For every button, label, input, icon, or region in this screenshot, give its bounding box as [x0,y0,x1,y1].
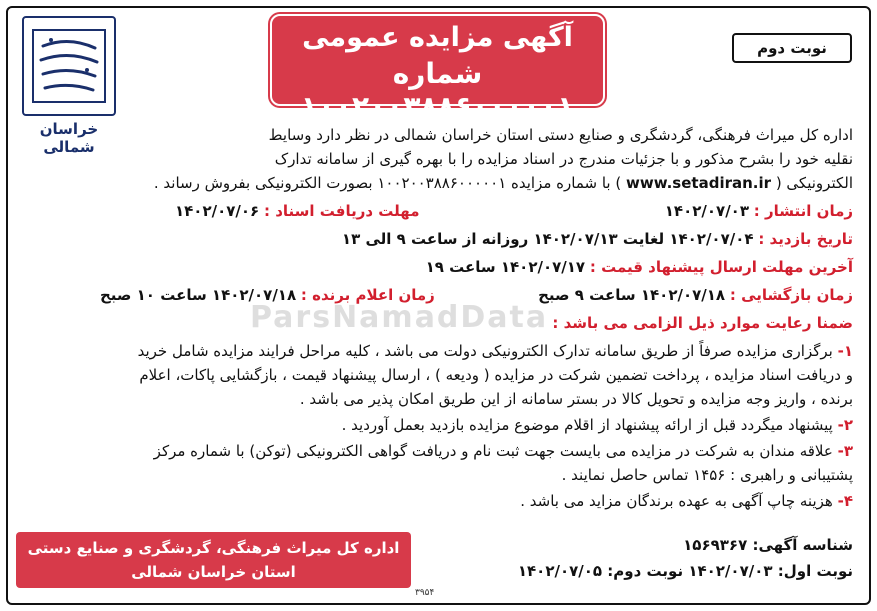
requirement-2-number: ۲- [837,416,853,434]
requirement-1 [138,340,853,362]
ministry-logo-icon [29,26,109,106]
requirement-2-line-1: پیشنهاد میگردد قبل از ارائه پیشنهاد از اقلام موضوع مزایده بازدید بعمل آوردید . [341,416,833,434]
issuer-footer-line-1: اداره کل میراث فرهنگی، گردشگری و صنایع دستی [27,539,400,557]
requirement-1-line-3: برنده ، واریز وجه مزایده و تحویل کالا در بستر سامانه از این طریق امکان پذیر می باشد . [299,390,853,408]
bid-deadline-label: آخرین مهلت ارسال پیشنهاد قیمت : [589,258,853,276]
requirement-1-line-2: و دریافت اسناد مزایده ، پرداخت تضمین شرکت در مزایده ( ودیعه ) ، ارسال پیشنهاد قیمت ، بازگشایی پاکات، اعلام [139,366,853,384]
page-title: آگهی مزایده عمومی [302,22,573,53]
ad-id: شناسه آگهی: ۱۵۶۹۳۶۷ [683,536,853,554]
requirement-3-line-2: پشتیبانی و راهبری : ۱۴۵۶ تماس حاصل نمایند . [561,466,853,484]
winner-date-label: زمان اعلام برنده : [300,286,435,304]
visit-date-label: تاریخ بازدید : [758,230,853,248]
doc-deadline-value: ۱۴۰۲/۰۷/۰۶ [175,202,260,220]
publish-date-value: ۱۴۰۲/۰۷/۰۳ [664,202,749,220]
intro-line-3-post: ) با شماره مزایده ۱۰۰۲۰۰۳۸۸۶۰۰۰۰۰۱ بصورت الکترونیکی بفروش رساند . [153,174,622,192]
setad-website-link[interactable]: www.setadiran.ir [626,174,772,192]
publish-date [665,200,853,222]
requirement-3 [154,440,853,462]
issuer-footer-line-2: استان خراسان شمالی [131,563,296,581]
requirement-4-number: ۴- [837,492,853,510]
requirement-3-line-1: علاقه مندان به شرکت در مزایده می بایست جهت ثبت نام و دریافت گواهی الکترونیکی (توکن) با شماره مرکز [153,442,833,460]
requirement-1-line-1: برگزاری مزایده صرفاً از طریق سامانه تدارک الکترونیکی دولت می باشد ، کلیه مراحل فرایند مزایده شامل خرید [137,342,833,360]
ad-rounds: نوبت اول: ۱۴۰۲/۰۷/۰۳ نوبت دوم: ۱۴۰۲/۰۷/۰۵ [517,562,853,580]
requirement-4 [520,490,853,512]
publish-date-label: زمان انتشار : [753,202,853,220]
doc-deadline-label: مهلت دریافت اسناد : [263,202,420,220]
winner-date [100,284,435,306]
requirement-4-line-1: هزینه چاپ آگهی به عهده برندگان مزاید می باشد . [520,492,833,510]
intro-line-1: اداره کل میراث فرهنگی، گردشگری و صنایع دستی استان خراسان شمالی در نظر دارد وسایط [268,126,853,144]
intro-line-2: نقلیه خود را بشرح مذکور و با جزئیات مندرج در اسناد مزایده را با بهره گیری از سامانه تدارک [274,150,853,168]
intro-line-3 [154,172,853,194]
ministry-logo [22,16,116,116]
logo-caption: خراسان شمالی [39,120,99,156]
opening-date [538,284,853,306]
visit-date [342,228,853,250]
requirement-3-number: ۳- [837,442,853,460]
opening-date-value: ۱۴۰۲/۰۷/۱۸ ساعت ۹ صبح [538,286,726,304]
requirement-1-number: ۱- [837,342,853,360]
bid-deadline [426,256,853,278]
winner-date-value: ۱۴۰۲/۰۷/۱۸ ساعت ۱۰ صبح [100,286,297,304]
requirements-heading: ضمنا رعایت موارد ذیل الزامی می باشد : [552,314,853,332]
bid-deadline-value: ۱۴۰۲/۰۷/۱۷ ساعت ۱۹ [425,258,586,276]
issuer-footer [16,532,411,588]
intro-line-3-pre: الکترونیکی ( [775,174,853,192]
requirement-2 [342,414,853,436]
auction-number: شماره ۱۰۰۲۰۰۳۸۸۶۰۰۰۰۰۱ [300,57,575,123]
round-badge: نوبت دوم [732,33,852,63]
doc-deadline [175,200,420,222]
visit-date-value: ۱۴۰۲/۰۷/۰۴ لغایت ۱۴۰۲/۰۷/۱۳ روزانه از ساعت ۹ الی ۱۳ [341,230,754,248]
print-code: ۳۹۵۴ [415,588,435,598]
watermark: ParsNamadData [250,300,549,335]
opening-date-label: زمان بازگشایی : [729,286,853,304]
title-banner [270,14,605,123]
